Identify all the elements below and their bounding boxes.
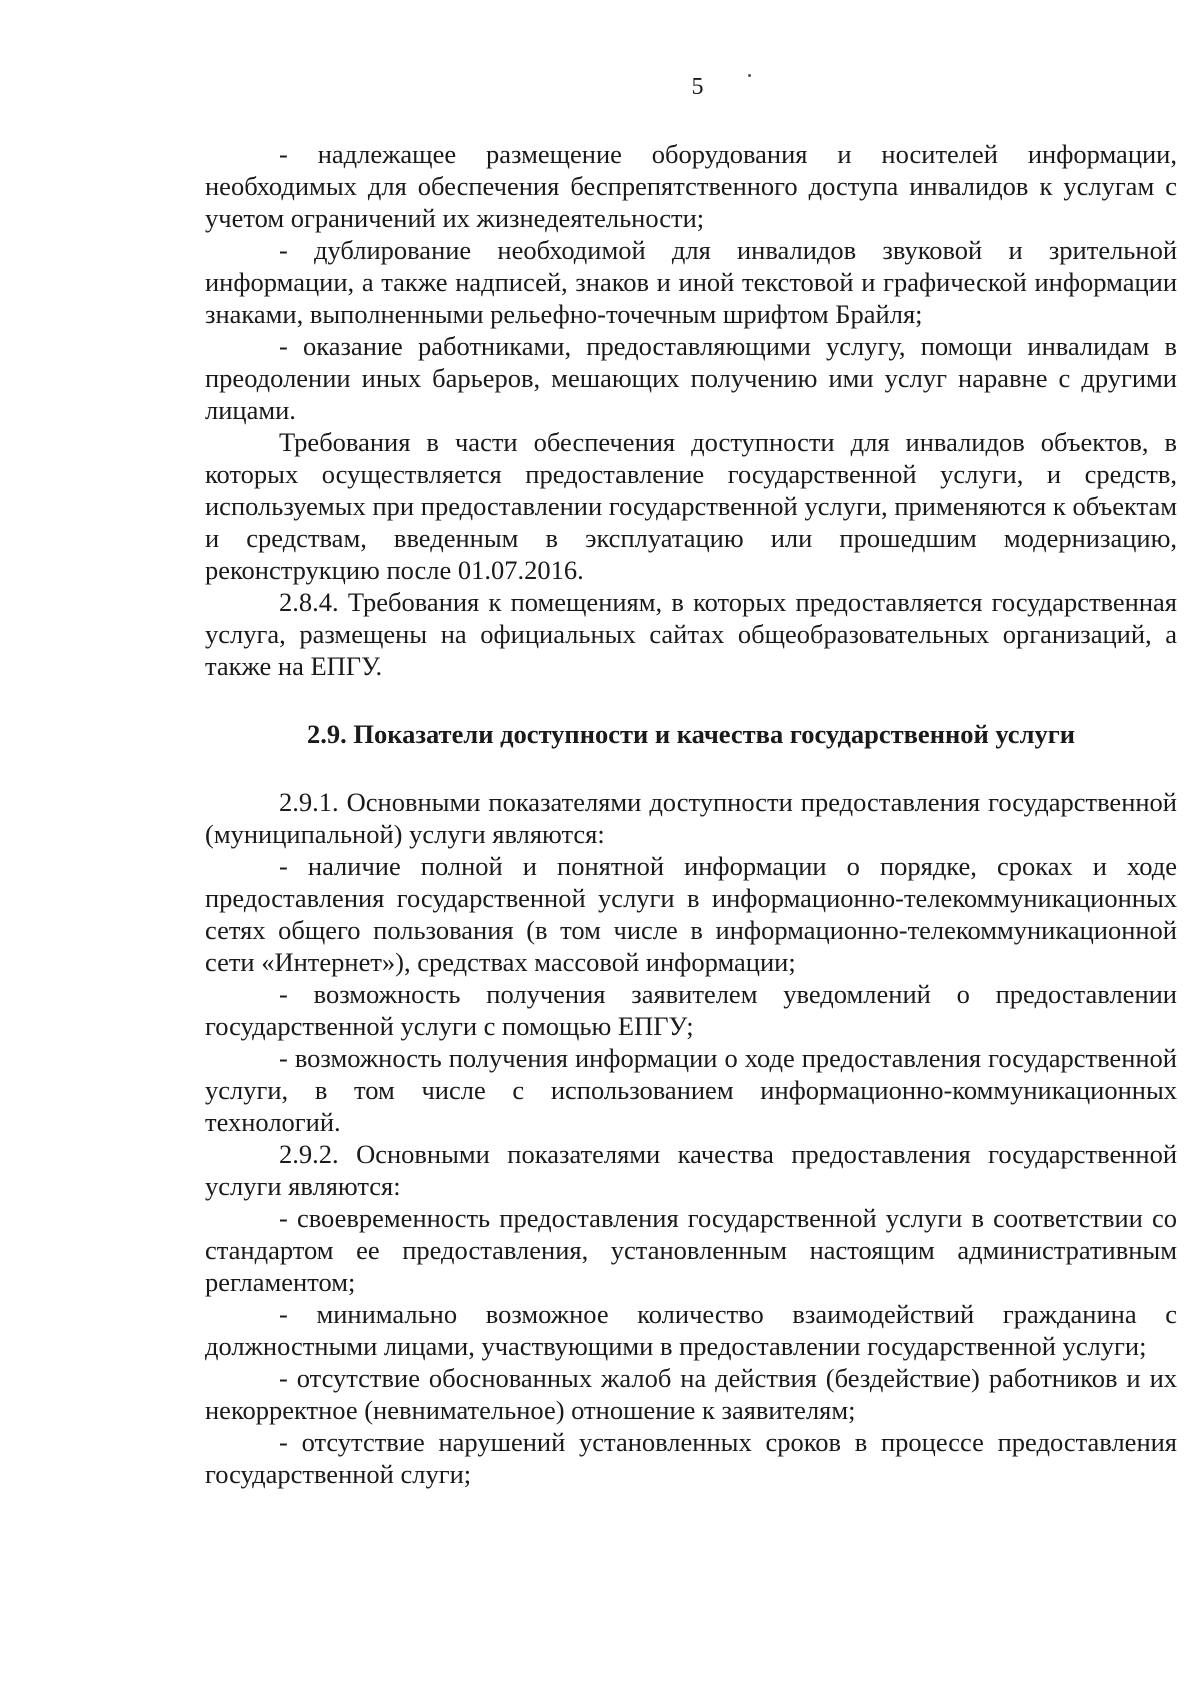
paragraph-no-complaints: - отсутствие обоснованных жалоб на действия (бездействие) работников и их некорректное (невнимательное) отношение к заявителям; (205, 1363, 1177, 1425)
paragraph-2-8-4: 2.8.4. Требования к помещениям, в которых предоставляется государственная услуга, размещены на официальных сайтах общеобразовательных организаций, а также на ЕПГУ. (205, 587, 1177, 681)
paragraph-equipment-placement: - надлежащее размещение оборудования и носителей информации, необходимых для обеспечения беспрепятственного доступа инвалидов к услугам с учетом ограничений их жизнедеятельности; (205, 139, 1177, 233)
paragraph-accessibility-requirements: Требования в части обеспечения доступности для инвалидов объектов, в которых осуществляется предоставление государственной услуги, и средств, используемых при предоставлении государственной услуги, применяются к объектам и средствам, введенным в эксплуатацию или прошедшим модернизацию, реконструкцию после 01.07.2016. (205, 427, 1177, 585)
paragraph-full-information: - наличие полной и понятной информации о порядке, сроках и ходе предоставления государственной услуги в информационно-телекоммуникационных сетях общего пользования (в том числе в информационно-телекоммуникационной сети «Интернет»), средствах массовой информации; (205, 851, 1177, 977)
section-heading-2-9: 2.9. Показатели доступности и качества государственной услуги (306, 719, 1075, 749)
paragraph-progress-information: - возможность получения информации о ходе предоставления государственной услуги, в том числе с использованием информационно-коммуникационных технологий. (205, 1043, 1177, 1137)
paragraph-2-9-2: 2.9.2. Основными показателями качества предоставления государственной услуги являются: (205, 1139, 1177, 1201)
paragraph-no-deadline-violations: - отсутствие нарушений установленных сроков в процессе предоставления государственной слуги; (205, 1427, 1177, 1489)
paragraph-2-9-1: 2.9.1. Основными показателями доступности предоставления государственной (муниципальной) услуги являются: (205, 787, 1177, 849)
paragraph-timeliness: - своевременность предоставления государственной услуги в соответствии со стандартом ее предоставления, установленным настоящим административным регламентом; (205, 1203, 1177, 1297)
paragraph-braille-duplication: - дублирование необходимой для инвалидов звуковой и зрительной информации, а также надписей, знаков и иной текстовой и графической информации знаками, выполненными рельефно-точечным шрифтом Брайля; (205, 235, 1177, 329)
paragraph-staff-assistance: - оказание работниками, предоставляющими услугу, помощи инвалидам в преодолении иных барьеров, мешающих получению ими услуг наравне с другими лицами. (205, 331, 1177, 425)
paragraph-minimal-interactions: - минимально возможное количество взаимодействий гражданина с должностными лицами, участвующими в предоставлении государственной услуги; (205, 1299, 1177, 1361)
page-number: 5 (691, 74, 704, 100)
document-body (205, 138, 1177, 1490)
scan-speck (748, 74, 751, 77)
paragraph-notifications: - возможность получения заявителем уведомлений о предоставлении государственной услуги с помощью ЕПГУ; (205, 979, 1177, 1041)
